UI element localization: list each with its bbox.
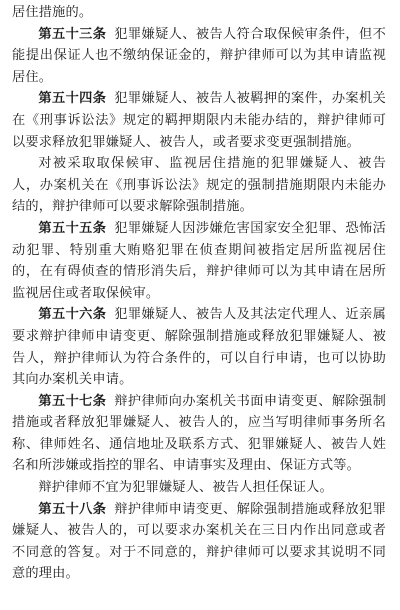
paragraph-article-54-2 — [12, 153, 386, 218]
article-number: 第五十三条 — [38, 26, 107, 42]
paragraph-article-53 — [12, 24, 386, 89]
paragraph-text: 犯罪嫌疑人、被告人符合取保候审条件，但不能提出保证人也不缴纳保证金的，辩护律师可以为其申请监视居住。 — [12, 26, 387, 85]
article-number: 第五十七条 — [38, 393, 107, 409]
paragraph-text: 犯罪嫌疑人、被告人被羁押的案件，办案机关在《刑事诉讼法》规定的羁押期限内未能办结的，辩护律师可以要求释放犯罪嫌疑人、被告人，或者要求变更强制措施。 — [12, 91, 387, 150]
paragraph-text: 犯罪嫌疑人因涉嫌危害国家安全犯罪、恐怖活动犯罪、特别重大贿赂犯罪在侦查期间被指定居所监视居住的，在有碍侦查的情形消失后，辩护律师可以为其申请在居所监视居住或者取保候审。 — [12, 220, 387, 301]
paragraph-text: 居住措施的。 — [12, 5, 93, 20]
paragraph-text: 犯罪嫌疑人、被告人及其法定代理人、近亲属要求辩护律师申请变更、解除强制措施或释放犯罪嫌疑人、被告人，辩护律师认为符合条件的，可以自行申请，也可以协助其向办案机关申请。 — [12, 307, 387, 388]
article-number: 第五十六条 — [38, 307, 107, 323]
article-number: 第五十八条 — [38, 501, 107, 517]
paragraph-text: 辩护律师申请变更、解除强制措施或释放犯罪嫌疑人、被告人的，可以要求办案机关在三日内作出同意或者不同意的答复。对于不同意的，辩护律师可以要求其说明不同意的理由。 — [12, 501, 387, 582]
paragraph-text: 辩护律师向办案机关书面申请变更、解除强制措施或者释放犯罪嫌疑人、被告人的，应当写明律师事务所名称、律师姓名、通信地址及联系方式、犯罪嫌疑人、被告人姓名和所涉嫌或指控的罪名、申请事实及理由、保证方式等。 — [12, 393, 387, 474]
paragraph-text: 辩护律师不宜为犯罪嫌疑人、被告人担任保证人。 — [38, 480, 333, 496]
paragraph-article-54 — [12, 88, 386, 153]
paragraph-article-57 — [12, 391, 386, 477]
paragraph-text: 对被采取取保候审、监视居住措施的犯罪嫌疑人、被告人，办案机关在《刑事诉讼法》规定的强制措施期限内未能办结的，辩护律师可以要求解除强制措施。 — [12, 156, 386, 215]
article-number: 第五十四条 — [38, 91, 107, 107]
paragraph-article-56 — [12, 304, 386, 390]
article-number: 第五十五条 — [38, 220, 107, 236]
paragraph-article-57-2 — [12, 477, 386, 499]
paragraph-article-58 — [12, 499, 386, 585]
paragraph-article-55 — [12, 218, 386, 304]
paragraph-0 — [12, 2, 386, 24]
